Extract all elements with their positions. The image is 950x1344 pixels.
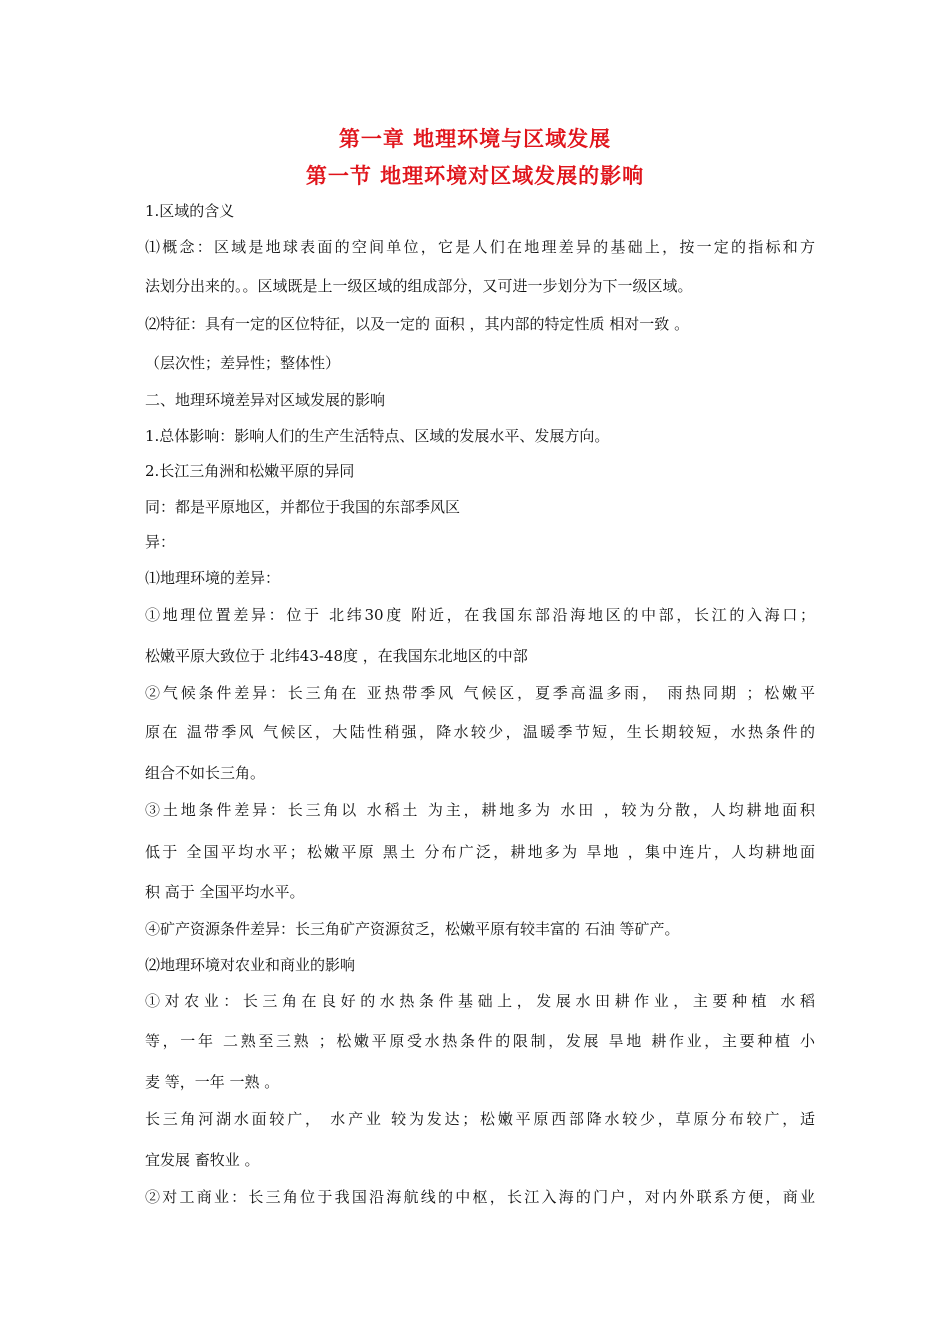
text-line: ⑵地理环境对农业和商业的影响 (145, 956, 356, 974)
text-line: 积 高于 全国平均水平。 (145, 883, 305, 901)
text-line: 二、地理环境差异对区域发展的影响 (145, 391, 386, 409)
text-line: 原在 温带季风 气候区，大陆性稍强，降水较少，温暖季节短，生长期较短，水热条件的 (145, 723, 815, 741)
text-line: 麦 等，一年 一熟 。 (145, 1073, 280, 1091)
section-title: 第一节 地理环境对区域发展的影响 (305, 164, 645, 188)
text-line: 宜发展 畜牧业 。 (145, 1151, 260, 1169)
text-line: 松嫩平原大致位于 北纬43-48度 ，在我国东北地区的中部 (145, 647, 528, 665)
text-line: （层次性；差异性；整体性） (145, 354, 341, 372)
text-line: ①地理位置差异：位于 北纬30度 附近，在我国东部沿海地区的中部，长江的入海口； (145, 606, 815, 624)
text-line: 1.区域的含义 (145, 202, 235, 220)
text-line: 2.长江三角洲和松嫩平原的异同 (145, 462, 355, 480)
text-line: 长三角河湖水面较广， 水产业 较为发达；松嫩平原西部降水较少，草原分布较广，适 (145, 1110, 815, 1128)
text-line: ④矿产资源条件差异：长三角矿产资源贫乏，松嫩平原有较丰富的 石油 等矿产。 (145, 920, 680, 938)
text-line: 组合不如长三角。 (145, 764, 266, 782)
text-line: 低于 全国平均水平；松嫩平原 黑土 分布广泛，耕地多为 旱地 ，集中连片，人均耕地面 (145, 843, 815, 861)
text-line: ①对农业：长三角在良好的水热条件基础上，发展水田耕作业，主要种植 水稻 (145, 992, 815, 1010)
text-line: ⑴地理环境的差异： (145, 569, 281, 587)
text-line: ②气候条件差异：长三角在 亚热带季风 气候区，夏季高温多雨， 雨热同期 ；松嫩平 (145, 684, 815, 702)
text-line: 同：都是平原地区，并都位于我国的东部季风区 (145, 498, 461, 516)
text-line: ③土地条件差异：长三角以 水稻土 为主，耕地多为 水田 ，较为分散，人均耕地面积 (145, 801, 815, 819)
text-line: 1.总体影响：影响人们的生产生活特点、区域的发展水平、发展方向。 (145, 427, 610, 445)
text-line: 异： (145, 533, 176, 551)
text-line: ⑵特征：具有一定的区位特征，以及一定的 面积 ，其内部的特定性质 相对一致 。 (145, 315, 690, 333)
text-line: ⑴概念：区域是地球表面的空间单位，它是人们在地理差异的基础上，按一定的指标和方 (145, 238, 815, 256)
chapter-title: 第一章 地理环境与区域发展 (338, 127, 612, 151)
text-line: 等，一年 二熟至三熟 ；松嫩平原受水热条件的限制，发展 旱地 耕作业，主要种植 小 (145, 1032, 815, 1050)
text-line: 法划分出来的。。区域既是上一级区域的组成部分，又可进一步划分为下一级区域。 (145, 277, 693, 295)
text-line: ②对工商业：长三角位于我国沿海航线的中枢，长江入海的门户，对内外联系方便，商业 (145, 1188, 815, 1206)
